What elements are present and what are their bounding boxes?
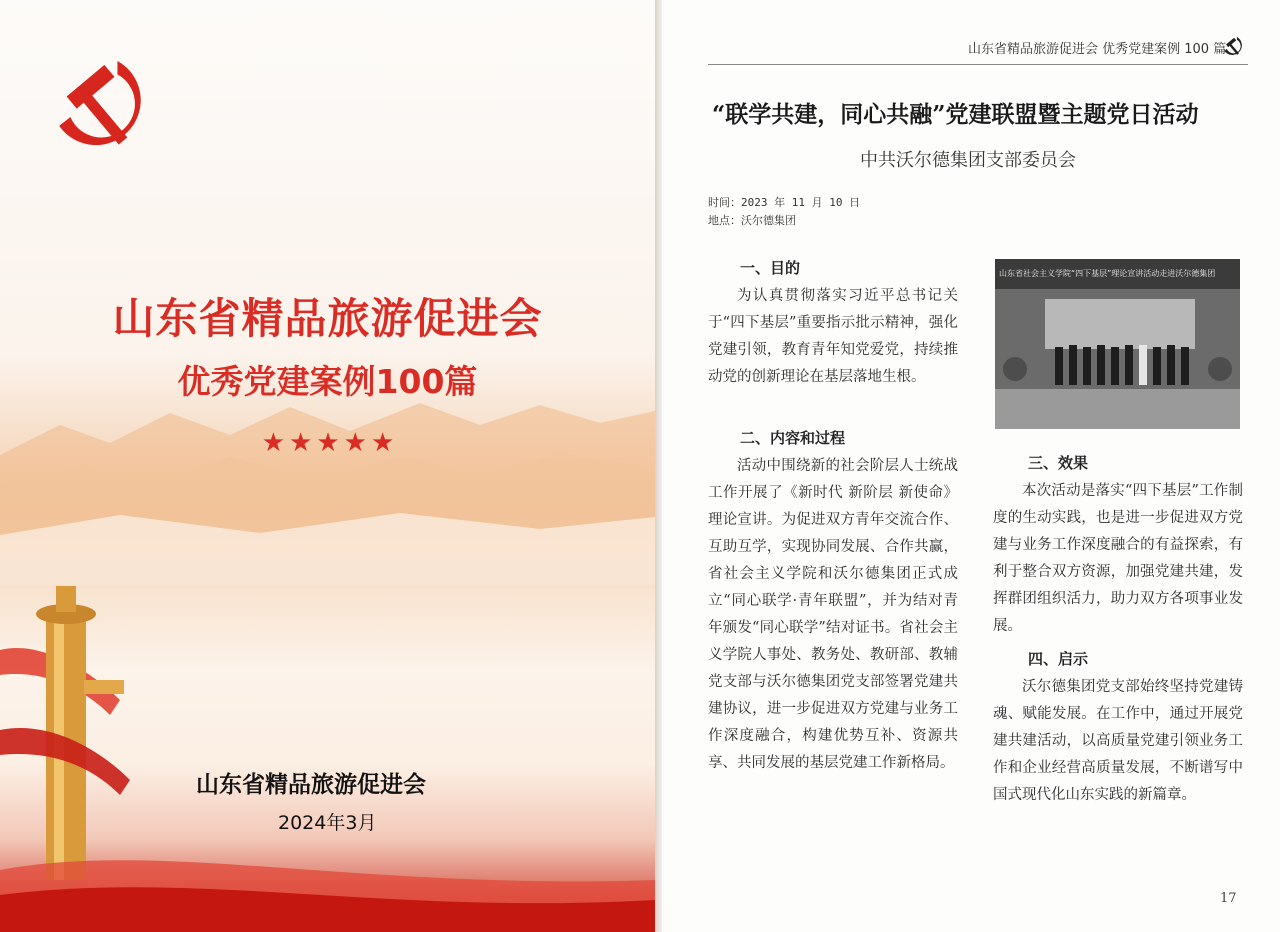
section-text: 沃尔德集团党支部始终坚持党建铸魂、赋能发展。在工作中，通过开展党建共建活动，以高质量党建引领业务工作和企业经营高质量发展，不断谱写中国式现代化山东实践的新篇章。 [993,679,1243,803]
section-text: 为认真贯彻落实习近平总书记关于“四下基层”重要指示批示精神，强化党建引领，教育青年知党爱党，持续推动党的创新理论在基层落地生根。 [708,288,958,385]
red-ribbon-wave [0,840,655,932]
event-place: 地点：沃尔德集团 [708,214,796,227]
section-text: 活动中围绕新的社会阶层人士统战工作开展了《新时代 新阶层 新使命》理论宣讲。为促进双方青年交流合作、互助互学，实现协同发展、合作共赢，省社会主义学院和沃尔德集团正式成立“同心联学·青年联盟”，并为结对青年颁发“同心联学”结对证书。省社会主义学院人事处、教务处、教研部、教辅党支部与沃尔德集团党支部签署党建共建协议，进一步促进双方党建与业务工作深度融合，构建优势互补、资源共享、共同发展的基层党建工作新格局。 [708,458,958,771]
photo-banner: 山东省社会主义学院“四下基层”理论宣讲活动走进沃尔德集团 [999,269,1216,278]
huabiao-pillar-icon [0,580,150,880]
event-time: 时间：2023 年 11 月 10 日 [708,196,861,209]
group-photo-image [995,259,1240,429]
cover-subtitle: 优秀党建案例100篇 [177,362,478,401]
book-gutter [655,0,662,932]
hammer-sickle-icon [48,52,160,164]
section-heading: 四、启示 [1028,650,1089,668]
running-header: 山东省精品旅游促进会 优秀党建案例 100 篇 [968,42,1227,57]
page-number: 17 [1220,891,1237,906]
cover-date: 2024年3月 [278,812,377,834]
cover-organization: 山东省精品旅游促进会 [196,772,426,798]
article-title: “联学共建，同心共融”党建联盟暨主题党日活动 [712,101,1199,128]
section-heading: 一、目的 [740,259,801,277]
five-stars-icon: ★★★★★ [261,428,399,458]
event-photo [995,259,1240,429]
cover-title: 山东省精品旅游促进会 [112,294,543,343]
mountain-landscape [0,395,655,585]
hammer-sickle-icon [1222,35,1246,59]
section-heading: 二、内容和过程 [740,429,846,447]
section-text: 本次活动是落实“四下基层”工作制度的生动实践，也是进一步促进双方党建与业务工作深度融合的有益探索，有利于整合双方资源，加强党建共建，发挥群团组织活力，助力双方各项事业发展。 [993,483,1243,634]
header-rule [708,64,1248,65]
section-heading: 三、效果 [1028,454,1089,472]
article-author: 中共沃尔德集团支部委员会 [860,150,1076,171]
